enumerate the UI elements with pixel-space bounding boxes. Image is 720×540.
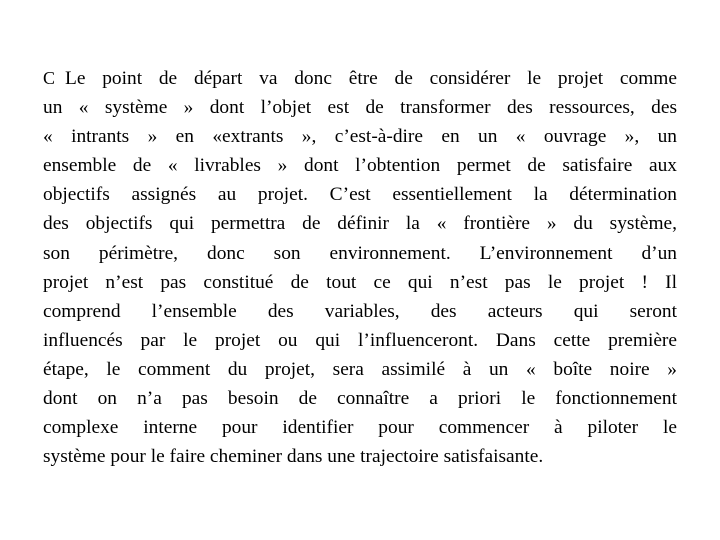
bullet-icon: C bbox=[43, 68, 56, 88]
paragraph-line: dont on n’a pas besoin de connaître a priori le fonctionnement bbox=[43, 388, 677, 410]
paragraph-line: projet n’est pas constitué de tout ce qui n’est pas le projet ! Il bbox=[43, 271, 677, 293]
paragraph-line: complexe interne pour identifier pour commencer à piloter le bbox=[43, 417, 677, 439]
paragraph-line: des objectifs qui permettra de définir la « frontière » du système, bbox=[43, 213, 677, 235]
body-paragraph bbox=[43, 64, 677, 471]
paragraph-line: « intrants » en «extrants », c’est-à-dire en un « ouvrage », un bbox=[43, 126, 677, 148]
paragraph-line: un « système » dont l’objet est de transformer des ressources, des bbox=[43, 97, 677, 119]
paragraph-line: système pour le faire cheminer dans une trajectoire satisfaisante. bbox=[43, 446, 544, 468]
paragraph-line: étape, le comment du projet, sera assimilé à un « boîte noire » bbox=[43, 358, 677, 380]
paragraph-line: influencés par le projet ou qui l’influenceront. Dans cette première bbox=[43, 329, 677, 351]
paragraph-line: Le point de départ va donc être de considérer le projet comme bbox=[65, 68, 677, 89]
paragraph-line: son périmètre, donc son environnement. L’environnement d’un bbox=[43, 242, 677, 264]
paragraph-line: comprend l’ensemble des variables, des acteurs qui seront bbox=[43, 300, 677, 322]
paragraph-line: ensemble de « livrables » dont l’obtention permet de satisfaire aux bbox=[43, 155, 677, 177]
first-line-row bbox=[43, 64, 677, 93]
paragraph-line: objectifs assignés au projet. C’est essentiellement la détermination bbox=[43, 184, 677, 206]
